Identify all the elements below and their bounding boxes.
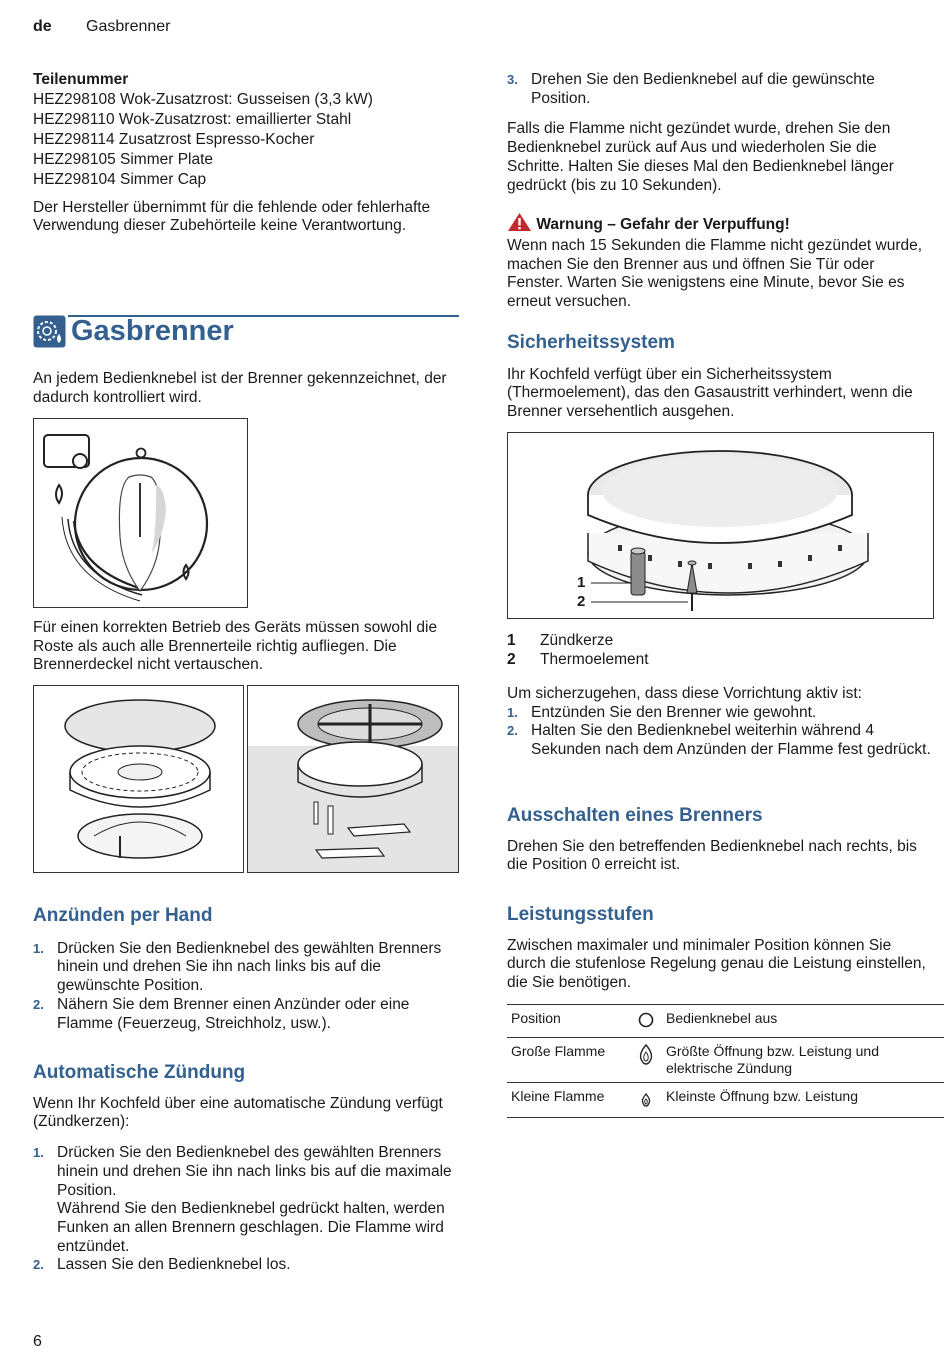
step-text: Nähern Sie dem Brenner einen Anzünder oder eine Flamme (Feuerzeug, Streichholz, usw.). [57, 995, 410, 1032]
auto-intro: Wenn Ihr Kochfeld über eine automatische Zündung verfügt (Zündkerzen): [33, 1094, 443, 1131]
safety-heading: Sicherheitssystem [507, 332, 675, 353]
part-item: HEZ298105 Simmer Plate [33, 150, 214, 168]
section-intro-text: An jedem Bedienknebel ist der Brenner gekennzeichnet, der dadurch kontrolliert wird. [33, 370, 447, 406]
step-number: 2. [33, 1257, 44, 1273]
disclaimer-text: Der Hersteller übernimmt für die fehlende oder fehlerhafte Verwendung dieser Zubehörteile keine Verantwortung. [33, 198, 431, 235]
header-title: Gasbrenner [86, 18, 171, 35]
knob-figure [33, 418, 248, 608]
section-intro [33, 370, 459, 407]
check-steps [507, 704, 933, 760]
step-text: Halten Sie den Bedienknebel weiterhin während 4 Sekunden nach dem Anzünden der Flamme fest gedrückt. [531, 722, 931, 759]
table-row [507, 1005, 944, 1038]
safety-text: Ihr Kochfeld verfügt über ein Sicherheitssystem (Thermoelement), das den Gasaustritt verhindert, wenn die Brenner versehentlich ausgehen. [507, 365, 913, 421]
list-item [507, 722, 933, 759]
step-number: 1. [33, 1145, 44, 1161]
section-title: Gasbrenner [71, 315, 234, 347]
retry-note: Falls die Flamme nicht gezündet wurde, drehen Sie den Bedienknebel zurück auf Aus und wiederholen Sie die Schritte. Halten Sie dieses Mal den Bedienknebel länger gedrückt (bis zu 10 Sekunden). [507, 120, 894, 194]
auto-heading: Automatische Zündung [33, 1062, 246, 1083]
level-position: Kleine Flamme [507, 1083, 630, 1118]
step-number: 1. [33, 940, 44, 956]
auto-steps [33, 1144, 459, 1275]
legend-text: Zündkerze [540, 632, 614, 649]
warning-heading [507, 212, 933, 237]
off-block [507, 807, 933, 875]
level-position: Große Flamme [507, 1038, 630, 1083]
burner-parts-figure [33, 685, 244, 873]
off-text: Drehen Sie den betreffenden Bedienknebel nach rechts, bis die Position 0 erreicht ist. [507, 837, 917, 874]
off-circle-icon [630, 1005, 662, 1038]
part-item: HEZ298104 Simmer Cap [33, 170, 207, 188]
step-number: 1. [507, 704, 518, 720]
step-text: Drehen Sie den Bedienknebel auf die gewünschte Position. [531, 71, 875, 107]
list-item [507, 71, 933, 108]
levels-text: Zwischen maximaler und minimaler Position können Sie durch die stufenlose Regelung genau die Leistung einstellen, die Sie benötigen. [507, 936, 926, 992]
legend-number: 2 [507, 651, 516, 668]
legend-text: Thermoelement [540, 651, 649, 668]
grate-note [33, 619, 459, 675]
level-position: Position [507, 1005, 630, 1038]
manual-ignition-block [33, 907, 459, 1033]
levels-block [507, 906, 933, 993]
check-block [507, 685, 933, 760]
step3-block [507, 71, 933, 195]
warning-block [507, 212, 933, 312]
step-text: Entzünden Sie den Brenner wie gewohnt. [531, 703, 817, 721]
table-row [507, 1083, 944, 1118]
step-number: 2. [507, 723, 518, 739]
figure-label-1: 1 [577, 574, 586, 591]
warning-triangle-icon [507, 212, 532, 237]
figure-label-2: 2 [577, 593, 586, 610]
part-item: HEZ298108 Wok-Zusatzrost: Gusseisen (3,3 kW) [33, 90, 373, 108]
step-text: Drücken Sie den Bedienknebel des gewählten Brenners hinein und drehen Sie ihn nach links bis auf die gewünschte Position. [57, 939, 442, 995]
legend-number: 1 [507, 632, 516, 649]
off-heading: Ausschalten eines Brenners [507, 805, 763, 826]
part-item: HEZ298114 Zusatzrost Espresso-Kocher [33, 130, 315, 148]
manual-steps [33, 940, 459, 1034]
burner-section-icon [33, 315, 66, 348]
list-item [33, 1144, 459, 1256]
level-description: Kleinste Öffnung bzw. Leistung [662, 1083, 944, 1118]
check-intro: Um sicherzugehen, dass diese Vorrichtung aktiv ist: [507, 685, 862, 702]
table-row [507, 1038, 944, 1083]
step-text: Drücken Sie den Bedienknebel des gewählten Brenners hinein und drehen Sie ihn nach links bis auf die maximale Position. [57, 1144, 452, 1199]
level-description: Bedienknebel aus [662, 1005, 944, 1038]
part-item: HEZ298110 Wok-Zusatzrost: emaillierter Stahl [33, 110, 352, 128]
thermocouple-figure [507, 432, 934, 619]
page-number: 6 [33, 1333, 42, 1350]
level-description: Größte Öffnung bzw. Leistung und elektrische Zündung [662, 1038, 944, 1083]
step-extra-text: Während Sie den Bedienknebel gedrückt halten, werden Funken an allen Brennern geschlagen. Die Flamme wird entzündet. [57, 1200, 445, 1255]
levels-table [507, 1004, 944, 1118]
warning-text: Wenn nach 15 Sekunden die Flamme nicht gezündet wurde, machen Sie den Brenner aus und öffnen Sie Tür oder Fenster. Warten Sie wenigstens eine Minute, bevor Sie es erneut versuchen. [507, 237, 923, 311]
parts-block [33, 71, 459, 236]
list-item [507, 704, 933, 723]
list-item [33, 996, 459, 1033]
list-item [33, 940, 459, 996]
large-flame-icon [630, 1038, 662, 1083]
step-text: Lassen Sie den Bedienknebel los. [57, 1256, 291, 1274]
auto-ignition-block [33, 1064, 459, 1275]
safety-block [507, 334, 933, 422]
grate-note-text: Für einen korrekten Betrieb des Geräts müssen sowohl die Roste als auch alle Brennerteile richtig aufliegen. Die Brennerdeckel nicht vertauschen. [33, 619, 438, 674]
levels-heading: Leistungsstufen [507, 904, 654, 925]
section-heading [33, 313, 459, 353]
header-language: de [33, 18, 52, 35]
list-item [33, 1256, 459, 1275]
step-number: 3. [507, 72, 518, 87]
parts-heading: Teilenummer [33, 71, 129, 88]
burner-grate-figure [247, 685, 459, 873]
step-number: 2. [33, 996, 44, 1012]
manual-heading: Anzünden per Hand [33, 905, 213, 926]
small-flame-icon [630, 1083, 662, 1118]
warning-title: Warnung – Gefahr der Verpuffung! [536, 216, 790, 233]
step3-list [507, 71, 933, 108]
